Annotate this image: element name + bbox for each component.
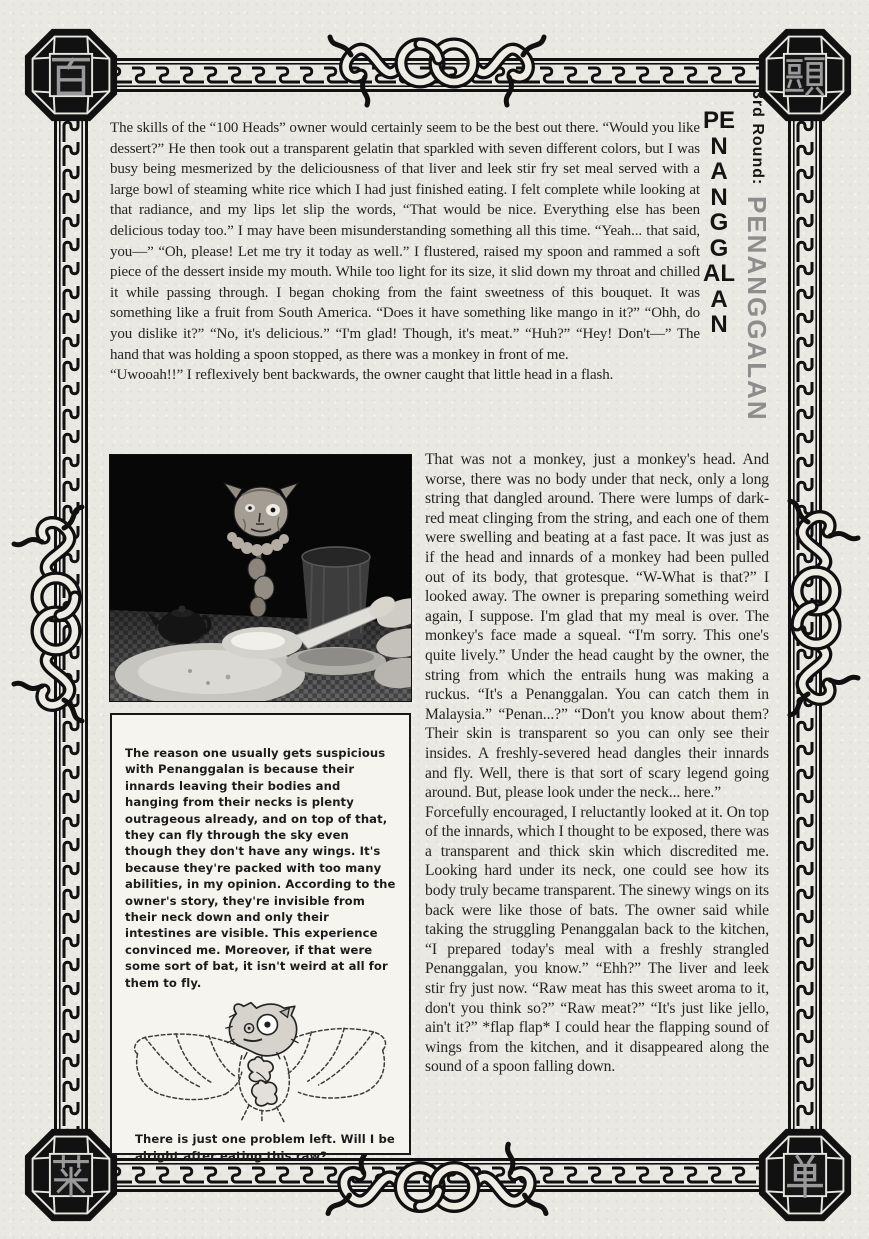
celtic-knot-top-icon xyxy=(327,16,547,110)
corner-medallion-bottom-right xyxy=(757,1127,853,1223)
column-paragraph-1: That was not a monkey, just a monkey's head. And worse, there was no body under that neck, only a long string that dangled around. There were lumps of dark-red meat clinging from the string, and each one of them were swelling and beating at a fast pace. It was just as if the head and innards of a monkey had been pulled out of its body, that grotesque. “W-What is that?” I looked away. The owner is preparing something weird again, I suppose. I'm glad that my meal is over. The monkey's face made a squeal. “I'm sorry. This one's quite lively.” Under the head caught by the owner, the string from which the entrails hung was making a ruckus. “It's a Penanggalan. You can catch them in Malaysia.” “Penan...?” “Don't you know about them? Their skin is transparent so you can only see their insides. A freshly-severed head dangles their innards and fly. Well, there is that sort of scary legend going around. But, please look under the neck... here.” xyxy=(425,451,769,802)
chapter-title-stacked: PENANGGALAN xyxy=(702,107,735,338)
note-footer: There is just one problem left. Will I be alright after eating this raw? xyxy=(135,1132,395,1163)
penanggalan-photo xyxy=(110,455,411,701)
celtic-knot-left-icon xyxy=(8,490,104,738)
handwritten-note-box xyxy=(110,713,411,1163)
kanji-single-icon xyxy=(757,1127,853,1223)
intro-text-block xyxy=(110,118,700,386)
celtic-knot-right-icon xyxy=(766,482,866,734)
round-label: 3rd Round: xyxy=(749,90,766,186)
intro-paragraph-1: The skills of the “100 Heads” owner would certainly seem to be the best out there. “Would you like dessert?” He then took out a transparent gelatin that sparkled with seven different colors, but I was busy being mesmerized by the deliciousness of that liver and leek stir fry set meal served with a large bowl of steaming white rice which I had just finished eating. I felt complete while looking at that radiance, and my lips let slip the words, “That would be nice. Everything else has been delicious today too.” I may have been misunderstanding something all this time. “Yeah... that said, you—” “Oh, please! Let me try it today as well.” I flustered, raised my spoon and rammed a soft piece of the dessert inside my mouth. While too light for its size, it slid down my throat and chilled it while passing through. I began choking from the faint sweetness of this bouquet. It was something like a fruit from South America. “Does it have something like mango in it?” “Ohh, do you dislike it?” “No, it's delicious.” “I'm glad! Though, it's meat.” “Huh?” “Hey! Don't—” The hand that was holding a spoon stopped, as there was a monkey in front of me. xyxy=(110,120,700,363)
corner-medallion-top-left xyxy=(23,27,119,123)
corner-medallion-bottom-left xyxy=(23,1127,119,1223)
round-name: PENANGGALAN xyxy=(742,195,772,422)
kanji-dish-icon xyxy=(23,1127,119,1223)
column-paragraph-2: Forcefully encouraged, I reluctantly looked at it. On top of the innards, which I thought to be exposed, there was a transparent and thick skin which discredited me. Looking hard under its neck, one could see how its body truly became transparent. The sinewy wings on its back were like those of bats. The owner said while taking the struggling Penanggalan back to the kitchen, “I prepared today's meal with a freshly strangled Penanggalan, you know.” “Ehh?” The liver and leek stir fry just now. “Raw meat has this sweet aroma to it, don't you think so?” “Raw meat?” “It's just like jello, ain't it?” *flap flap* I could hear the flapping sound of wings from the kitchen, and it disappeared along the sound of a spoon falling down. xyxy=(425,803,769,1076)
penanggalan-bat-sketch-icon xyxy=(125,999,397,1127)
main-text-column xyxy=(425,450,769,1077)
note-body: The reason one usually gets suspicious with Penanggalan is because their innards leaving their bodies and hanging from their necks is plenty outrageous already, and on top of that, they can fly through the sky even though they don't have any wings. It's because they're packed with too many abilities, in my opinion. According to the owner's story, they're invisible from their neck down and only their intestines are visible. This experience convinced me. Moreover, if that were some sort of bat, it isn't weird at all for them to fly. xyxy=(125,746,396,990)
kanji-hundred-icon xyxy=(23,27,119,123)
intro-paragraph-2: “Uwooah!!” I reflexively bent backwards, the owner caught that little head in a flash. xyxy=(110,367,614,384)
photo-illustration xyxy=(110,455,411,701)
